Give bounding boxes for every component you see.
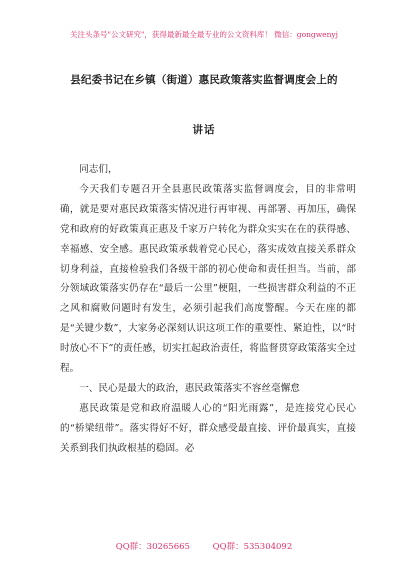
document-body	[60, 160, 356, 459]
paragraph-section-1: 惠民政策是党和政府温暖人心的“阳光雨露”，是连接党心民心的“桥梁纽带”。落实得好不好，群众感受最直接、评价最真实，直接关系到我们执政根基的稳固。必	[60, 402, 356, 454]
document-subtitle: 讲话	[192, 124, 216, 136]
greeting: 同志们，	[79, 164, 118, 175]
document-title: 县纪委书记在乡镇（街道）惠民政策落实监督调度会上的	[70, 74, 338, 86]
footer-qq-group-1: QQ群：30265665	[115, 542, 190, 552]
footer-qq-group-2: QQ群：535304092	[212, 542, 293, 552]
header-banner: 关注头条号"公文研究"，获得最新最全最专业的公文资料库！ 微信：gongwenyj	[70, 30, 338, 39]
paragraph-intro: 今天我们专题召开全县惠民政策落实监督调度会，目的非常明确，就是要对惠民政策落实情况进行再审视、再部署、再加压，确保党和政府的好政策真正惠及千家万户转化为群众实实在在的获得感、幸福感、安全感。惠民政策承载着党心民心，落实成效直接关系群众切身利益，直接检验我们各级干部的初心使命和责任担当。当前，部分领域政策落实仍存在“最后一公里”梗阻，一些损害群众利益的不正之风和腐败问题时有发生，必须引起我们高度警醒。今天在座的都是“关键少数”，大家务必深刻认识这项工作的重要性、紧迫性，以“时时放心不下”的责任感，切实扛起政治责任，将监督贯穿政策落实全过程。	[60, 183, 356, 375]
footer-contact	[0, 540, 408, 552]
section-heading-1: 一、民心是最大的政治，惠民政策落实不容丝毫懈怠	[79, 382, 300, 394]
